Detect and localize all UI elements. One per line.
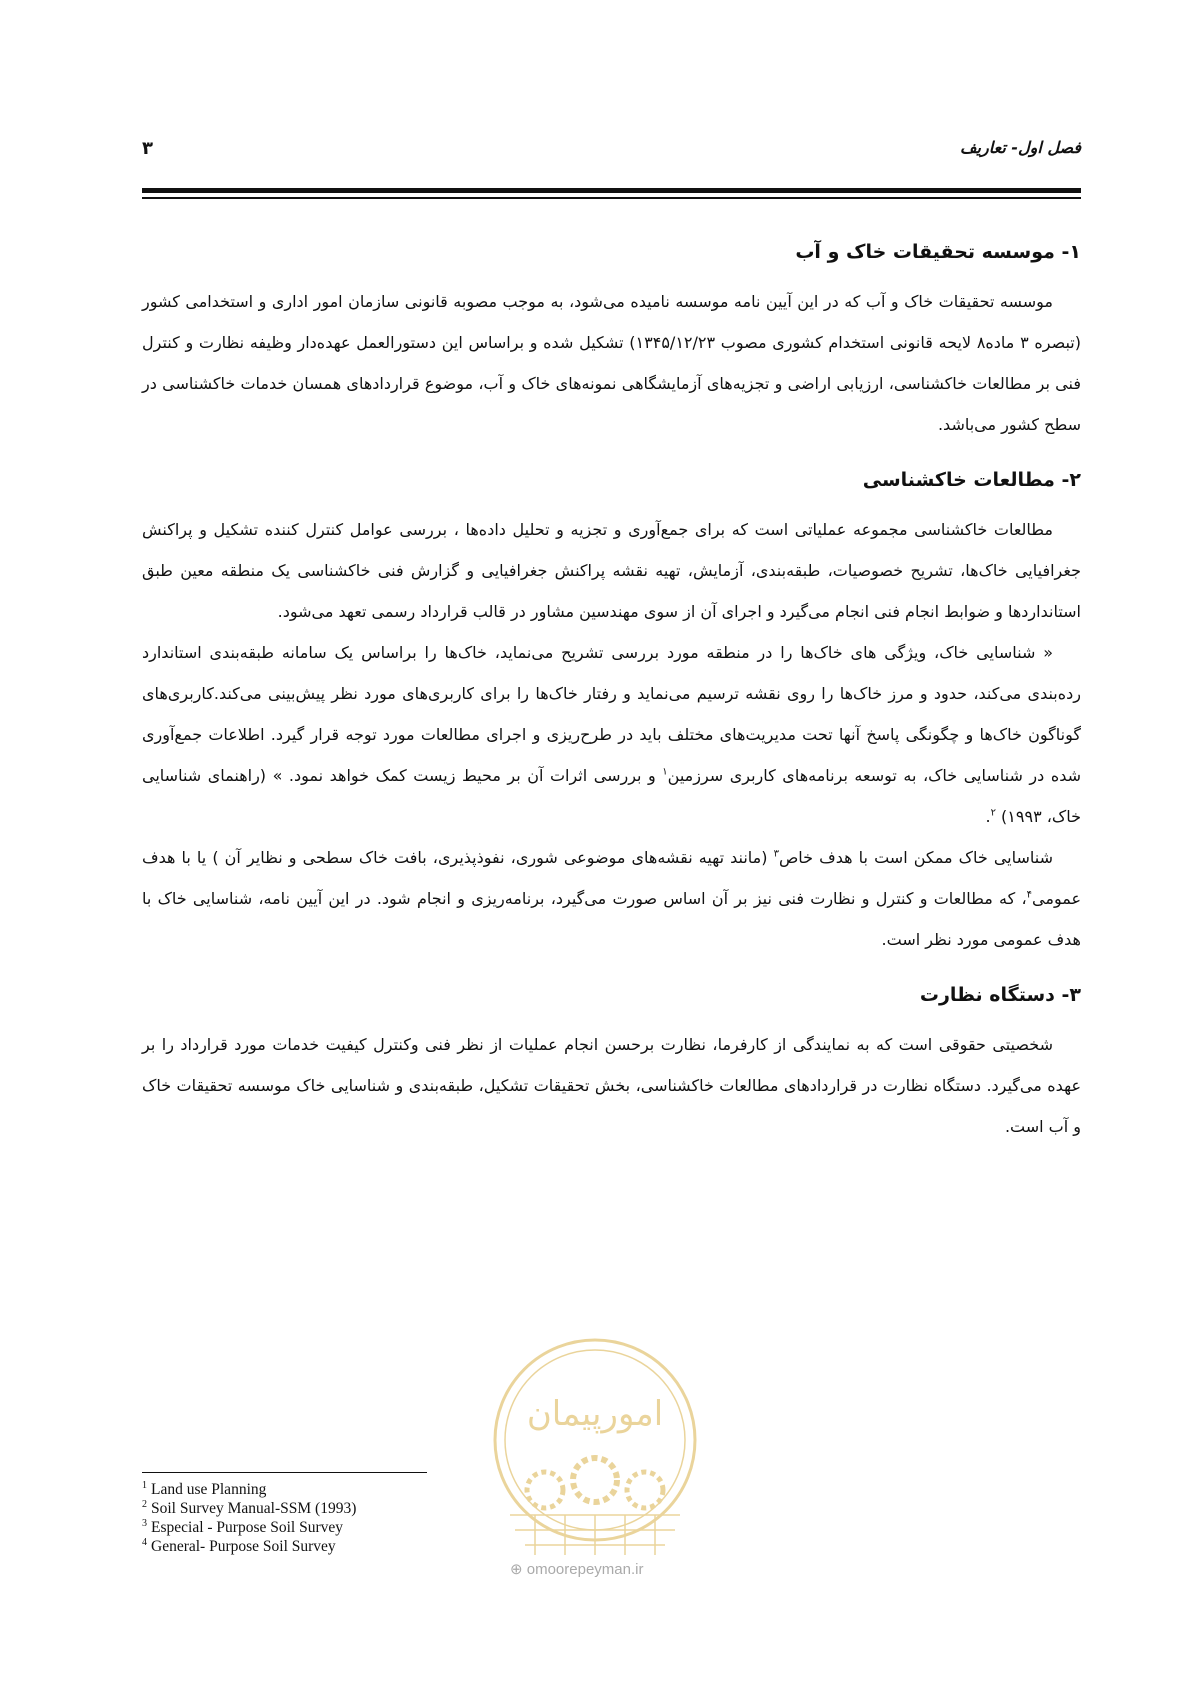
paragraph: موسسه تحقیقات خاک و آب که در این آیین نامه موسسه نامیده می‌شود، به موجب مصوبه قانونی سازمان امور اداری و استخدامی کشور (تبصره ۳ ماده۸ لایحه قانونی استخدام کشوری مصوب ۱۳۴۵/۱۲/۲۳) تشکیل شده و براساس این دستورالعمل عهده‌دار وظیفه نظارت و کنترل فنی بر مطالعات خاکشناسی، ارزیابی اراضی و تجزیه‌های آزمایشگاهی نمونه‌های خاک و آب، موضوع قراردادهای همسان خدمات خاکشناسی در سطح کشور می‌باشد. (142, 292, 1081, 434)
paragraph: شخصیتی حقوقی است که به نمایندگی از کارفرما، نظارت برحسن انجام عملیات از نظر فنی وکنترل کیفیت خدمات مورد قرارداد را بر عهده می‌گیرد. دستگاه نظارت در قراردادهای مطالعات خاکشناسی، بخش تحقیقات تشکیل، طبقه‌بندی و شناسایی خاک موسسه تحقیقات خاک و آب است. (142, 1035, 1081, 1136)
watermark-logo-text: امورپیمان (526, 1394, 664, 1434)
footnote-rule (142, 1472, 427, 1473)
footnote-item (142, 1480, 356, 1499)
page-header (142, 138, 1081, 168)
paragraph-quote: « شناسایی خاک، ویژگی های خاک‌ها را در منطقه مورد بررسی تشریح می‌نماید، خاک‌ها را براساس یک سامانه طبقه‌بندی استاندارد رده‌بندی می‌کند، حدود و مرز خاک‌ها را روی نقشه ترسیم می‌نماید و رفتار خاک‌ها را برای کاربری‌های مورد نظر پیش‌بینی می‌کند.کاربری‌های گوناگون خاک‌ها و چگونگی پاسخ آنها تحت مدیریت‌های مختلف باید در طرح‌ریزی و اجرای مطالعات مورد توجه قرار گیرد. اطلاعات جمع‌آوری شده در شناسایی خاک، به توسعه برنامه‌های کاربری سرزمین$^۱$ و بررسی اثرات آن بر محیط زیست کمک خواهد نمود. » (راهنمای شناسایی خاک، ۱۹۹۳) $^۲$. (142, 643, 1082, 826)
footnote-text: Especial - Purpose Soil Survey (151, 1519, 344, 1536)
chapter-title: فصل اول- تعاریف (959, 138, 1081, 157)
page-content (142, 235, 1081, 1165)
paragraph-text: شناسایی خاک ممکن است با هدف خاص (778, 848, 1053, 867)
footnote-mark: ۴ (1026, 889, 1033, 901)
paragraph-text: ، که مطالعات و کنترل و نظارت فنی نیز بر آن اساس صورت می‌گیرد، برنامه‌ریزی و انجام شود. در این آیین نامه، شناسایی خاک با هدف عمومی مورد نظر است. (142, 889, 1081, 949)
paragraph: مطالعات خاکشناسی مجموعه عملیاتی است که برای جمع‌آوری و تجزیه و تحلیل داده‌ها ، بررسی عوامل کنترل کننده تشکیل و پراکنش جغرافیایی خاک‌ها، تشریح خصوصیات، طبقه‌بندی، آزمایش، تهیه نقشه پراکنش جغرافیایی و گزارش فنی خاکشناسی یک منطقه معین طبق استانداردها و ضوابط انجام فنی انجام می‌گیرد و اجرای آن از سوی مهندسین مشاور در قالب قرارداد رسمی تعهد می‌شود. (142, 520, 1081, 621)
footnote-text: General- Purpose Soil Survey (151, 1538, 336, 1555)
section-heading: ۱- موسسه تحقیقات خاک و آب (795, 241, 1081, 263)
page-number: ۳ (142, 138, 153, 159)
footnote-text: Soil Survey Manual-SSM (1993) (151, 1500, 357, 1517)
header-rule-thick (142, 188, 1081, 193)
footnote-number: 3 (142, 1517, 147, 1529)
paragraph-text: « شناسایی خاک، ویژگی های خاک‌ها را در منطقه مورد بررسی تشریح می‌نماید، خاک‌ها را براساس یک سامانه طبقه‌بندی استاندارد رده‌بندی می‌کند، حدود و مرز خاک‌ها را روی نقشه ترسیم می‌نماید و رفتار خاک‌ها را برای کاربری‌های مورد نظر پیش‌بینی می‌کند.کاربری‌های گوناگون خاک‌ها و چگونگی پاسخ آنها تحت مدیریت‌های مختلف باید در طرح‌ریزی و اجرای مطالعات مورد توجه قرار گیرد. اطلاعات جمع‌آوری شده در شناسایی خاک، به توسعه برنامه‌های کاربری سرزمین (142, 643, 1082, 785)
footnotes (142, 1480, 356, 1556)
footnote-number: 4 (142, 1536, 147, 1548)
section-heading: ۲- مطالعات خاکشناسی (862, 469, 1081, 491)
footnote-mark: ۲ (990, 807, 996, 819)
footnote-item (142, 1537, 356, 1556)
watermark-logo (485, 1330, 705, 1590)
footnote-text: Land use Planning (151, 1481, 267, 1498)
header-rule-thin (142, 197, 1081, 199)
section-institute (142, 235, 1081, 445)
footnote-mark: ۱ (662, 766, 668, 778)
footnote-item (142, 1499, 356, 1518)
watermark-url: ⊕ omoorepeyman.ir (510, 1561, 644, 1578)
footnote-mark: ۳ (773, 848, 779, 860)
section-soil-studies (142, 463, 1081, 960)
paragraph-text: و بررسی اثرات آن بر محیط زیست کمک خواهد نمود. » (راهنمای شناسایی خاک، ۱۹۹۳) (142, 766, 1081, 826)
footnote-number: 2 (142, 1498, 147, 1510)
watermark-url-text: omoorepeyman.ir (526, 1561, 644, 1578)
section-heading: ۳- دستگاه نظارت (919, 984, 1081, 1006)
footnote-item (142, 1518, 356, 1537)
paragraph-text: (مانند تهیه نقشه‌های موضوعی شوری، نفوذپذیری، بافت خاک سطحی و نظایر آن ) یا با هدف عمومی (142, 848, 1081, 908)
paragraph (142, 837, 1081, 960)
section-supervision (142, 978, 1081, 1147)
footnote-number: 1 (142, 1479, 147, 1491)
